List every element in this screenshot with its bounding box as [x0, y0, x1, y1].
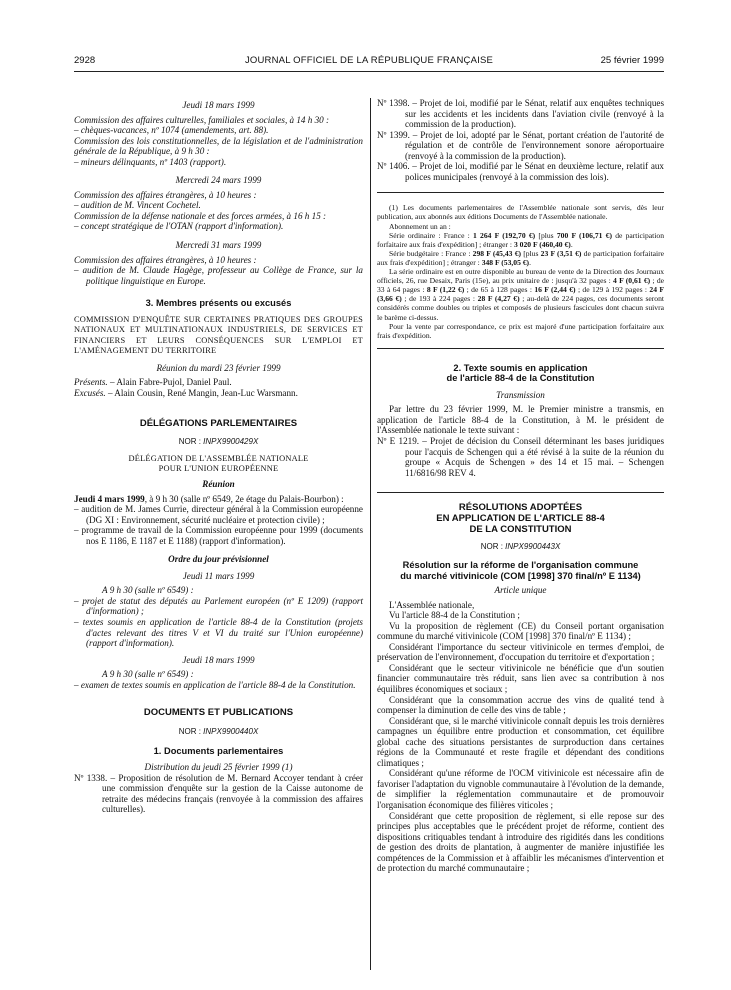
agenda-item: – programme de travail de la Commission européenne pour 1999 (documents nos E 1186, E 1187 et E 1188) (rapport d'information).	[74, 525, 363, 546]
agenda-item: – chèques-vacances, nº 1074 (amendements, art. 88).	[74, 125, 269, 136]
page-number: 2928	[74, 55, 96, 66]
reunion-details: , à 9 h 30 (salle nº 6549, 2e étage du Palais-Bourbon) :	[144, 493, 344, 504]
footnote-text: (1) Les documents parlementaires de l'Assemblée nationale sont servis, dès leur publication, aux abonnés aux éditions Documents de l'Assemblée nationale.	[377, 203, 664, 222]
excuses-list: – Alain Cousin, René Mangin, Jean-Luc Warsmann.	[105, 387, 298, 398]
commission-entry: Commission des lois constitutionnelles, de la législation et de l'administration générale de la République, à 9 h 30 :	[74, 135, 363, 157]
paragraph: Considérant que la consommation accrue des vins de qualité tend à compenser la diminution de celle des vins de table ;	[377, 694, 664, 716]
agenda-item: – audition de M. James Currie, directeur général à la Commission européenne (DG XI : Environnement, sécurité nucléaire et protection civile) ;	[74, 504, 363, 525]
page-header	[74, 55, 664, 69]
paragraph: Vu l'article 88-4 de la Constitution ;	[389, 610, 520, 621]
footnote-separator	[377, 192, 664, 193]
section-heading: 3. Membres présents ou excusés	[145, 298, 292, 309]
paragraph: Considérant que, si le marché vitivinicole connaît depuis les trois dernières campagnes un équilibre entre production et consommation, cet équilibre global cache des situations persistantes de surproduction dans certaines régions de la Communauté et reste fragile et dépendant des conditions climatiques ;	[377, 715, 664, 768]
agenda-item: – concept stratégique de l'OTAN (rapport d'information).	[74, 221, 284, 232]
footnote-text: Abonnement un an :	[389, 221, 451, 231]
date-heading: Jeudi 18 mars 1999	[182, 100, 255, 110]
section-heading: RÉSOLUTIONS ADOPTÉES	[458, 502, 583, 514]
nor-reference: NOR : INPX9900443X	[480, 541, 561, 551]
column-divider	[370, 98, 371, 970]
paragraph: Considérant que cette proposition de règlement, si elle repose sur des principes plus acceptables que le précédent projet de réforme, contient des dispositions critiquables tendant à introduire des rigidités dans les conditions de gestion des droits de plantation, à augmenter de manière injustifiée les compétences de la Commission et à affaiblir les mécanismes d'intervention et de protection du marché communautaire ;	[377, 810, 664, 874]
right-column	[377, 98, 664, 874]
resolution-title: Résolution sur la réforme de l'organisation commune	[402, 560, 639, 571]
date-heading: Jeudi 11 mars 1999	[182, 570, 255, 581]
agenda-item: – projet de statut des députés au Parlement européen (nº E 1209) (rapport d'information) ;	[74, 595, 363, 617]
document-entry: Nº 1398. – Projet de loi, modifié par le Sénat, relatif aux enquêtes techniques sur les accidents et les incidents dans l'aviation civile (renvoyé à la commission de la production).	[377, 98, 664, 130]
section-heading: EN APPLICATION DE L'ARTICLE 88-4	[436, 512, 605, 524]
paragraph: Considérant l'importance du secteur vitivinicole en termes d'emploi, de préservation de l'environnement, d'occupation du territoire et d'exportation ;	[377, 641, 664, 663]
document-entry: Nº 1338. – Proposition de résolution de M. Bernard Accoyer tendant à créer une commission d'enquête sur la gestion de la Caisse autonome de retraite des médecins français (renvoyée à la commission des affaires culturelles).	[74, 772, 363, 815]
date-heading: Mercredi 24 mars 1999	[175, 175, 262, 186]
section-heading: DÉLÉGATIONS PARLEMENTAIRES	[139, 417, 298, 429]
document-entry: Nº E 1219. – Projet de décision du Conseil déterminant les bases juridiques pour l'acquis de Schengen qui a été révisé à la suite de la réunion du groupe « Acquis de Schengen » des 14 et 15 mai. – Schengen 11/6816/98 REV 4.	[377, 435, 664, 478]
reunion-heading: Réunion	[202, 478, 235, 489]
document-entry: Nº 1399. – Projet de loi, adopté par le Sénat, portant création de l'autorité de régulation et de contrôle de l'environnement sonore aéroportuaire (renvoyé à la commission de la production).	[377, 129, 664, 161]
commission-entry: Commission des affaires étrangères, à 10 heures :	[74, 254, 257, 265]
resolution-title: du marché vitivinicole (COM [1998] 370 final/nº E 1134)	[400, 570, 641, 581]
paragraph: Considérant qu'une réforme de l'OCM vitivinicole est nécessaire afin de favoriser l'adaptation du vignoble communautaire à l'évolution de la demande, de simplifier la réglementation communautaire et de promouvoir l'organisation économique des filières viticoles ;	[377, 768, 664, 811]
reunion-date: Réunion du mardi 23 février 1999	[156, 362, 281, 373]
section-separator	[377, 492, 664, 493]
subsection-heading: Transmission	[496, 389, 545, 400]
article-heading: Article unique	[494, 585, 547, 596]
subsection-heading: Ordre du jour prévisionnel	[168, 554, 269, 565]
agenda-item: – textes soumis en application de l'article 88-4 de la Constitution (projets d'actes relevant des titres V et VI du traité sur l'Union européenne) (rapport d'information).	[74, 616, 363, 649]
time-location: A 9 h 30 (salle nº 6549) :	[102, 585, 194, 596]
footnote	[377, 203, 664, 339]
excuses-label: Excusés.	[74, 387, 106, 398]
paragraph: Par lettre du 23 février 1999, M. le Premier ministre a transmis, en application de l'article 88-4 de la Constitution, à M. le président de l'Assemblée nationale le texte suivant :	[377, 404, 664, 436]
footnote-text: Pour la vente par correspondance, ce prix est majoré d'une participation forfaitaire aux frais d'expédition.	[377, 321, 664, 340]
nor-reference: NOR : INPX9900440X	[178, 727, 259, 737]
agenda-item: – mineurs délinquants, nº 1403 (rapport).	[74, 156, 227, 167]
section-heading: 2. Texte soumis en application	[453, 362, 588, 373]
date-heading: Jeudi 18 mars 1999	[182, 654, 255, 665]
agenda-item: – examen de textes soumis en application de l'article 88-4 de la Constitution.	[74, 679, 356, 690]
paragraph: Considérant que le secteur vitivinicole ne bénéficie que d'un soutien financier communautaire très réduit, sans lien avec sa contribution à nos équilibres économiques et sociaux ;	[377, 662, 664, 695]
section-separator	[377, 348, 664, 349]
footnote-text: La série ordinaire est en outre disponible au bureau de vente de la Direction des Journaux officiels, 26, rue Desaix, Paris (15e), au prix unitaire de : jusqu'à 32 pages : 4 F (0,61 €) ; de 33 à 64 pages : 8 F (1,22 €) ; de 65 à 128 pages : 16 F (2,44 €) ; de 129 à 192 pages : 24 F (3,66 €) ; de 193 à 224 pages : 28 F (4,27 €) ; au-delà de 224 pages, ces documents seront considérés comme doubles ou triples et composés de plusieurs fascicules dont chacun suivra le barème ci-dessus.	[377, 267, 665, 322]
agenda-item: – audition de M. Vincent Cochetel.	[74, 200, 201, 211]
delegation-name: DÉLÉGATION DE L'ASSEMBLÉE NATIONALE	[128, 453, 309, 463]
delegation-name: POUR L'UNION EUROPÉENNE	[158, 464, 279, 474]
footnote-text: Série budgétaire : France : 298 F (45,43 €) [plus 23 F (3,51 €) de participation forfaitaire aux frais d'expédition] ; étranger : 348 F (53,05 €).	[377, 248, 664, 267]
reunion-date: Jeudi 4 mars 1999	[74, 493, 145, 504]
time-location: A 9 h 30 (salle nº 6549) :	[102, 669, 194, 680]
issue-date: 25 février 1999	[600, 55, 664, 66]
commission-entry: Commission des affaires culturelles, familiales et sociales, à 14 h 30 :	[74, 114, 330, 125]
paragraph: L'Assemblée nationale,	[389, 599, 475, 610]
distribution-date: Distribution du jeudi 25 février 1999 (1)	[144, 762, 293, 773]
header-rule	[74, 71, 664, 72]
paragraph: Vu la proposition de règlement (CE) du Conseil portant organisation commune du marché vitivinicole (COM [1998] 370 final/nº E 1134) ;	[377, 620, 664, 642]
date-heading: Mercredi 31 mars 1999	[175, 240, 262, 251]
agenda-item: – audition de M. Claude Hagège, professeur au Collège de France, sur la politique linguistique en Europe.	[74, 265, 363, 286]
section-heading: DE LA CONSTITUTION	[469, 523, 572, 535]
nor-reference: NOR : INPX9900429X	[178, 437, 259, 447]
document-entry: Nº 1406. – Projet de loi, modifié par le Sénat en deuxième lecture, relatif aux polices municipales (renvoyé à la commission des lois).	[377, 161, 664, 182]
left-column	[74, 98, 363, 815]
presents-label: Présents.	[74, 377, 108, 388]
section-heading: DOCUMENTS ET PUBLICATIONS	[143, 707, 294, 719]
section-heading: de l'article 88-4 de la Constitution	[446, 373, 595, 384]
journal-title: JOURNAL OFFICIEL DE LA RÉPUBLIQUE FRANÇAISE	[244, 55, 494, 66]
commission-entry: Commission des affaires étrangères, à 10 heures :	[74, 189, 257, 200]
commission-name: COMMISSION D'ENQUÊTE SUR CERTAINES PRATIQUES DES GROUPES NATIONAUX ET MULTINATIONAUX INDUSTRIELS, DE SERVICES ET FINANCIERS ET LEURS CONSÉQUENCES SUR L'EMPLOI ET L'AMÉNAGEMENT DU TERRITOIRE	[74, 314, 363, 356]
commission-entry: Commission de la défense nationale et des forces armées, à 16 h 15 :	[74, 210, 327, 221]
footnote-text: Série ordinaire : France : 1 264 F (192,70 €) [plus 700 F (106,71 €) de participation forfaitaire aux frais d'expédition] ; étranger : 3 020 F (460,40 €).	[377, 230, 664, 249]
section-heading: 1. Documents parlementaires	[153, 745, 284, 756]
presents-list: – Alain Fabre-Pujol, Daniel Paul.	[107, 377, 232, 388]
